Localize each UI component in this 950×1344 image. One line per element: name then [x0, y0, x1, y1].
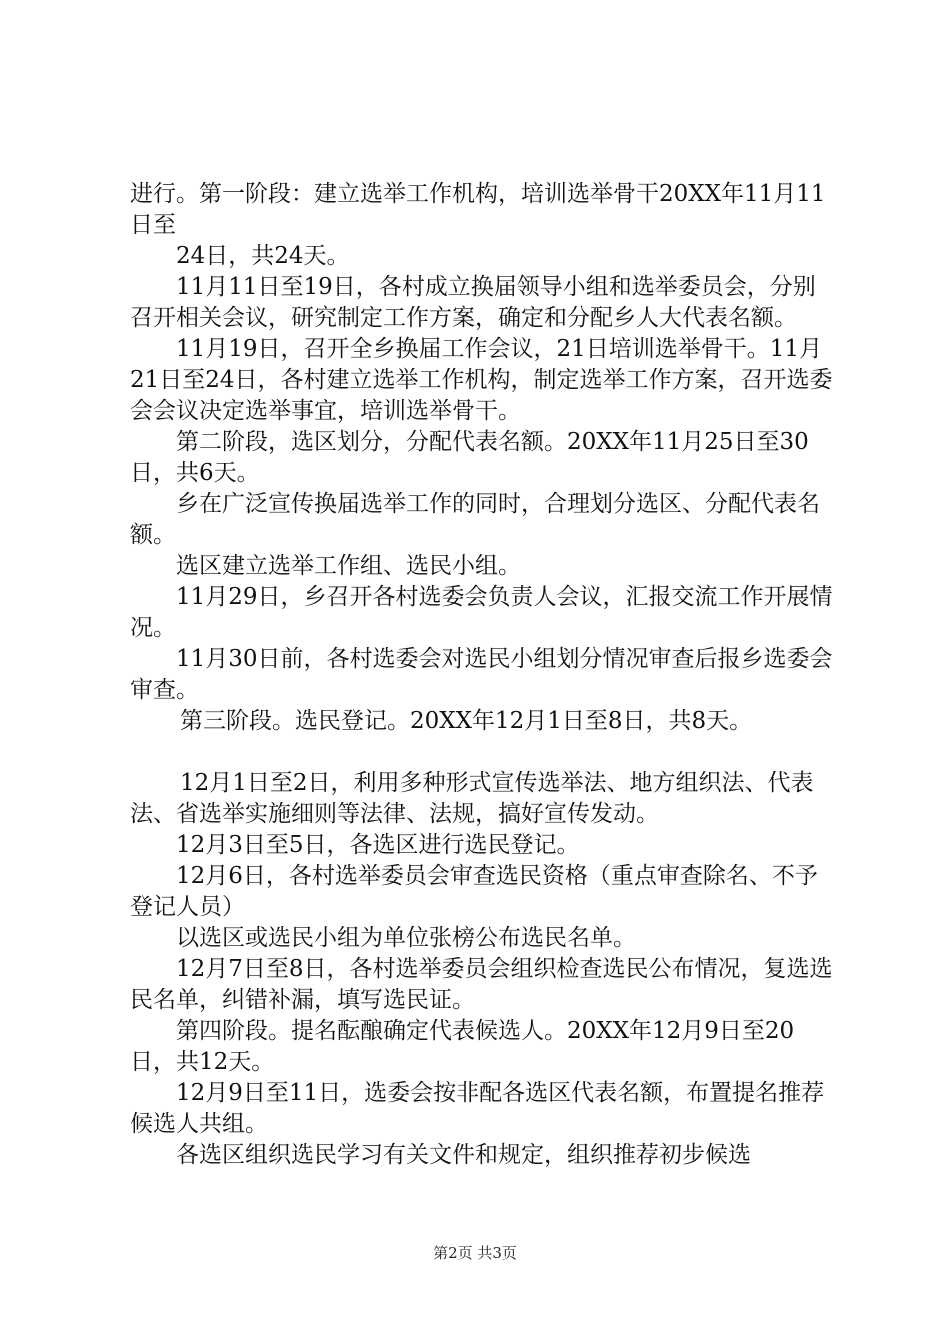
paragraph-stage-one-intro: 进行。第一阶段：建立选举工作机构，培训选举骨干20XX年11月11日至: [130, 181, 826, 238]
paragraph-nov-29: 11月29日，乡召开各村选委会负责人会议，汇报交流工作开展情况。: [130, 584, 833, 641]
paragraph-voter-list: 以选区或选民小组为单位张榜公布选民名单。: [176, 925, 636, 951]
paragraph-candidate-study: 各选区组织选民学习有关文件和规定，组织推荐初步候选: [176, 1142, 751, 1168]
paragraph-working-groups: 选区建立选举工作组、选民小组。: [176, 553, 521, 579]
paragraph-stage-four: 第四阶段。提名酝酿确定代表候选人。20XX年12月9日至20日，共12天。: [130, 1018, 795, 1075]
paragraph-stage-one-duration: 24日，共24天。: [176, 243, 350, 269]
blank-line: [130, 737, 835, 768]
paragraph-dec-3-5: 12月3日至5日，各选区进行选民登记。: [176, 832, 580, 858]
page-number-footer: 第2页 共3页: [433, 1244, 517, 1262]
paragraph-nov-11-19: 11月11日至19日，各村成立换届领导小组和选举委员会，分别召开相关会议，研究制定工作方案，确定和分配乡人大代表名额。: [130, 274, 816, 331]
paragraph-stage-three: 第三阶段。选民登记。20XX年12月1日至8日，共8天。: [180, 708, 753, 734]
paragraph-stage-two: 第二阶段，选区划分，分配代表名额。20XX年11月25日至30日，共6天。: [130, 429, 809, 486]
paragraph-dec-9-11: 12月9日至11日，选委会按非配各选区代表名额，布置提名推荐候选人共组。: [130, 1080, 825, 1137]
paragraph-dec-7-8: 12月7日至8日，各村选举委员会组织检查选民公布情况，复选选民名单，纠错补漏，填写选民证。: [130, 956, 833, 1013]
paragraph-nov-19-24: 11月19日，召开全乡换届工作会议，21日培训选举骨干。11月21日至24日，各村建立选举工作机构，制定选举工作方案，召开选委会会议决定选举事宜，培训选举骨干。: [130, 336, 833, 424]
paragraph-district-division: 乡在广泛宣传换届选举工作的同时，合理划分选区、分配代表名额。: [130, 491, 820, 548]
paragraph-dec-1-2: 12月1日至2日，利用多种形式宣传选举法、地方组织法、代表法、省选举实施细则等法律、法规，搞好宣传发动。: [130, 770, 814, 827]
document-body: [130, 179, 835, 1171]
paragraph-nov-30: 11月30日前，各村选委会对选民小组划分情况审查后报乡选委会审查。: [130, 646, 833, 703]
paragraph-dec-6: 12月6日，各村选举委员会审查选民资格（重点审查除名、不予登记人员）: [130, 863, 818, 920]
